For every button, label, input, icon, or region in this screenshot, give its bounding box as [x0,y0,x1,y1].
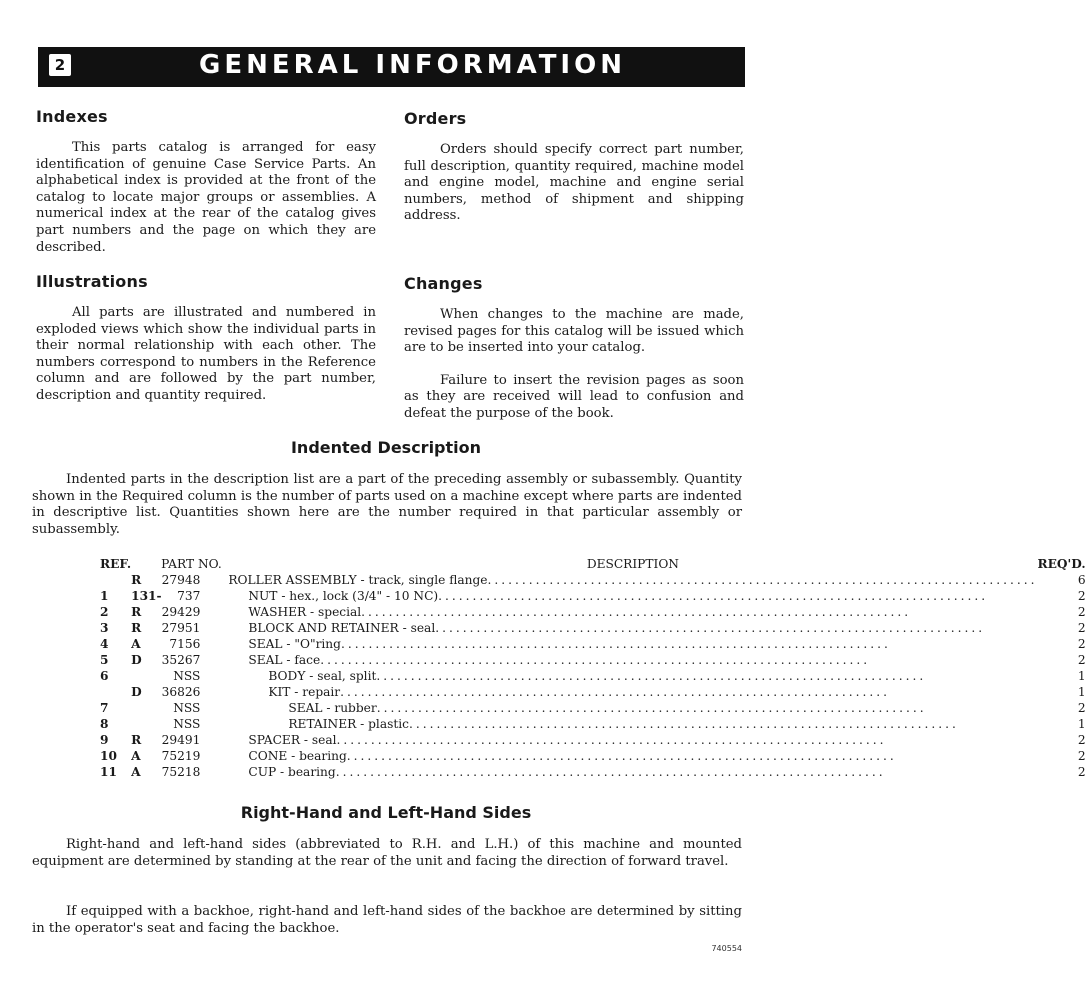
description-cell [228,716,1037,732]
page-title: GENERAL INFORMATION [199,50,626,80]
ref-cell: 7 [100,701,109,715]
part-prefix-cell: A [131,765,141,779]
required-qty-cell: 2 [1077,605,1086,619]
description-cell [228,668,1037,684]
document-code: 740554 [711,944,742,953]
dot-leader: ................................................................................ [376,701,927,715]
table-row [100,604,1086,620]
indented-heading: Indented Description [290,438,482,457]
part-prefix-cell: 131- [131,589,162,603]
required-qty-cell: 2 [1077,637,1086,651]
orders-section [404,109,744,225]
dot-leader: ................................................................................ [335,765,886,779]
illustrations-section [36,272,376,405]
required-qty-cell: 2 [1077,589,1086,603]
required-qty-cell: 2 [1077,733,1086,747]
description-text: RETAINER - plastic [288,717,409,731]
dot-leader: ................................................................................ [487,573,1038,587]
changes-text-1: When changes to the machine are made, revised pages for this catalog will be issued which are to be inserted into your catalog. [404,307,744,356]
part-number-cell: 29429 [161,605,201,619]
parts-table-body [100,572,1086,780]
dot-leader: ................................................................................ [376,669,927,683]
changes-heading: Changes [404,274,483,293]
ref-cell: 5 [100,653,109,667]
orders-text: Orders should specify correct part number, full description, quantity required, machine model and engine model, machine and engine serial numbers, method of shipment and shipping address. [404,142,744,224]
part-prefix-cell: R [131,621,142,635]
changes-text-2: Failure to insert the revision pages as soon as they are received will lead to confusion and defeat the purpose of the book. [404,372,744,421]
dot-leader: ................................................................................ [320,653,871,667]
description-cell [228,620,1037,636]
sides-text-1: Right-hand and left-hand sides (abbreviated to R.H. and L.H.) of this machine and mounted equipment are determined by standing at the rear of the unit and facing the direction of forward travel. [32,837,742,869]
ref-cell: 9 [100,733,109,747]
ref-cell: 2 [100,605,109,619]
dot-leader: ................................................................................ [361,605,912,619]
description-text: CUP - bearing [248,765,336,779]
part-number-cell: 35267 [161,653,201,667]
description-text: CONE - bearing [248,749,347,763]
description-text: SPACER - seal [248,733,337,747]
dot-leader: ................................................................................ [336,733,887,747]
indexes-section [36,107,376,256]
description-text: BODY - seal, split [268,669,377,683]
description-cell [228,636,1037,652]
part-number-cell: 7156 [169,637,201,651]
ref-cell [100,572,131,588]
description-text: SEAL - "O"ring [248,637,341,651]
section-header-bar [38,47,745,87]
description-cell [228,732,1037,748]
col-desc-header: DESCRIPTION [586,557,679,571]
part-prefix-cell: D [131,685,142,699]
ref-cell: 4 [100,637,109,651]
part-prefix-cell: A [131,749,141,763]
required-qty-cell: 2 [1077,653,1086,667]
table-row [100,588,1086,604]
sides-heading: Right-Hand and Left-Hand Sides [240,803,532,822]
table-row [100,652,1086,668]
parts-table [100,556,1086,780]
dot-leader: ................................................................................ [435,621,986,635]
description-cell [228,764,1037,780]
dot-leader: ................................................................................ [438,589,989,603]
indented-text: Indented parts in the description list are a part of the preceding assembly or subassembly. Quantity shown in the Required column is the number of parts used on a machine except where parts are indented in descriptive list. Quantities shown here are the number required in that particular assembly or subassembly. [32,472,742,537]
description-cell [228,684,1037,700]
ref-cell: 11 [100,765,117,779]
table-row [100,668,1086,684]
description-text: KIT - repair [268,685,341,699]
ref-cell: 6 [100,669,109,683]
description-cell [228,588,1037,604]
part-prefix-cell: R [131,733,142,747]
dot-leader: ................................................................................ [346,749,897,763]
part-prefix-cell [131,668,162,684]
table-row [100,700,1086,716]
ref-cell: 3 [100,621,109,635]
required-qty-cell: 2 [1077,765,1086,779]
page-number-badge: 2 [49,54,71,76]
part-number-cell: NSS [173,701,201,715]
part-number-cell: 27951 [161,621,201,635]
required-qty-cell: 1 [1077,669,1086,683]
ref-cell: 1 [100,589,109,603]
description-cell [228,572,1037,588]
part-number-cell: 75218 [161,765,201,779]
part-prefix-cell: A [131,637,141,651]
ref-cell: 10 [100,749,117,763]
indexes-heading: Indexes [36,107,108,126]
part-number-cell: 29491 [161,733,201,747]
part-prefix-cell: D [131,653,142,667]
parts-table-header [100,556,1086,572]
description-text: SEAL - face [248,653,321,667]
part-prefix-cell: R [131,573,142,587]
description-text: NUT - hex., lock (3/4" - 10 NC) [248,589,439,603]
col-ref-header: REF. [100,557,132,571]
part-prefix-cell [131,716,162,732]
part-number-cell: 36826 [161,685,201,699]
description-text: ROLLER ASSEMBLY - track, single flange [228,573,488,587]
col-part-header: PART NO. [161,557,222,571]
illustrations-text: All parts are illustrated and numbered in exploded views which show the individual parts in their normal relationship with each other. The numbers correspond to numbers in the Reference column and are followed by the part number, description and quantity required. [36,305,376,403]
part-number-cell: 75219 [161,749,201,763]
description-cell [228,700,1037,716]
illustrations-heading: Illustrations [36,272,148,291]
description-cell [228,748,1037,764]
part-number-cell: NSS [173,669,201,683]
description-text: WASHER - special [248,605,362,619]
part-prefix-cell: R [131,605,142,619]
required-qty-cell: 1 [1077,717,1086,731]
table-row [100,748,1086,764]
required-qty-cell: 6 [1077,573,1086,587]
table-row [100,732,1086,748]
table-row [100,636,1086,652]
table-row [100,764,1086,780]
part-prefix-cell [131,700,162,716]
table-row [100,716,1086,732]
sides-text-2: If equipped with a backhoe, right-hand and left-hand sides of the backhoe are determined by sitting in the operator's seat and facing the backhoe. [32,904,742,936]
required-qty-cell: 2 [1077,701,1086,715]
table-row [100,572,1086,588]
table-row [100,684,1086,700]
orders-heading: Orders [404,109,467,128]
part-number-cell: 27948 [161,573,201,587]
required-qty-cell: 1 [1077,685,1086,699]
table-row [100,620,1086,636]
required-qty-cell: 2 [1077,621,1086,635]
part-number-cell: 737 [177,589,201,603]
dot-leader: ................................................................................ [408,717,959,731]
description-text: SEAL - rubber [288,701,377,715]
part-number-cell: NSS [173,717,201,731]
col-req-header: REQ'D. [1037,557,1086,571]
dot-leader: ................................................................................ [340,685,891,699]
indexes-text: This parts catalog is arranged for easy identification of genuine Case Service Parts. An alphabetical index is provided at the front of the catalog to locate major groups or assemblies. A numerical index at the rear of the catalog gives part numbers and the page on which they are described. [36,140,376,255]
ref-cell: 8 [100,717,109,731]
required-qty-cell: 2 [1077,749,1086,763]
dot-leader: ................................................................................ [340,637,891,651]
description-cell [228,652,1037,668]
changes-section [404,274,744,423]
ref-cell [100,684,131,700]
description-text: BLOCK AND RETAINER - seal [248,621,436,635]
description-cell [228,604,1037,620]
